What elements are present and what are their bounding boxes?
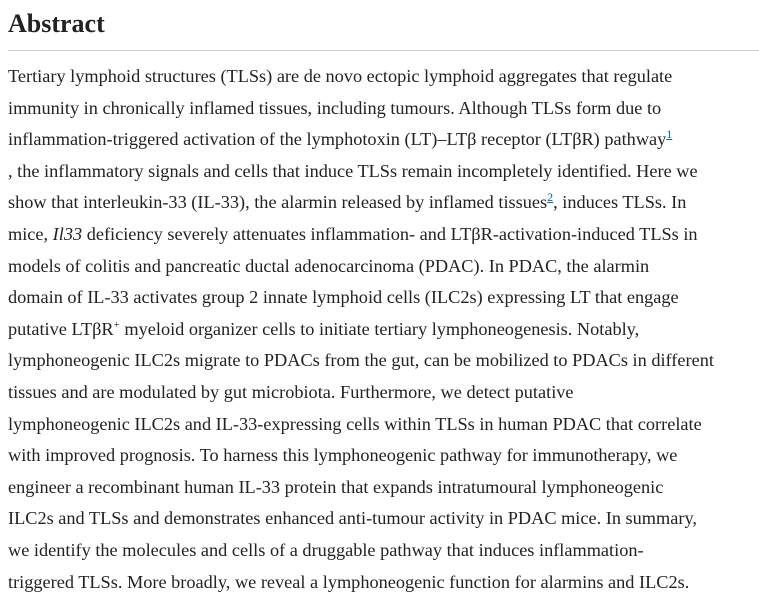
abstract-line <box>8 503 759 535</box>
abstract-line <box>8 93 759 125</box>
text-span: domain of IL-33 activates group 2 innate lymphoid cells (ILC2s) expressing LT that engage <box>8 287 679 308</box>
text-span: models of colitis and pancreatic ductal adenocarcinoma (PDAC). In PDAC, the alarmin <box>8 255 650 276</box>
reference-link-2[interactable]: 2 <box>547 190 554 205</box>
text-span: , induces TLSs. In <box>553 192 687 213</box>
text-span: tissues and are modulated by gut microbiota. Furthermore, we detect putative <box>8 381 574 402</box>
text-span: inflammation-triggered activation of the lymphotoxin (LT)–LTβ receptor (LTβR) pathway <box>8 129 667 150</box>
superscript-plus: + <box>113 318 120 331</box>
abstract-line <box>8 440 759 472</box>
heading-divider <box>8 50 759 51</box>
text-span: lymphoneogenic ILC2s migrate to PDACs from the gut, can be mobilized to PDACs in different <box>8 350 714 371</box>
abstract-line <box>8 124 759 156</box>
text-span: lymphoneogenic ILC2s and IL-33-expressing cells within TLSs in human PDAC that correlate <box>8 413 702 434</box>
abstract-line <box>8 409 759 441</box>
text-span: deficiency severely attenuates inflammation- and LTβR-activation-induced TLSs in <box>82 223 698 244</box>
text-span: , the inflammatory signals and cells that induce TLSs remain incompletely identified. Here we <box>8 160 698 181</box>
abstract-section <box>8 6 759 598</box>
text-span: immunity in chronically inflamed tissues, including tumours. Although TLSs form due to <box>8 97 662 118</box>
text-span: Tertiary lymphoid structures (TLSs) are de novo ectopic lymphoid aggregates that regulate <box>8 66 673 86</box>
abstract-heading: Abstract <box>8 9 105 38</box>
text-span: show that interleukin-33 (IL-33), the alarmin released by inflamed tissues <box>8 192 548 213</box>
abstract-line <box>8 251 759 283</box>
abstract-line <box>8 156 759 188</box>
text-span: with improved prognosis. To harness this lymphoneogenic pathway for immunotherapy, we <box>8 445 678 466</box>
abstract-line <box>8 282 759 314</box>
abstract-line <box>8 345 759 377</box>
gene-name-italic: Il33 <box>52 223 83 244</box>
abstract-line <box>8 377 759 409</box>
text-span: we identify the molecules and cells of a druggable pathway that induces inflammation- <box>8 539 644 560</box>
abstract-paragraph <box>8 61 759 598</box>
text-span: engineer a recombinant human IL-33 protein that expands intratumoural lymphoneogenic <box>8 476 664 497</box>
abstract-line <box>8 61 759 93</box>
text-span: myeloid organizer cells to initiate tertiary lymphoneogenesis. Notably, <box>119 318 640 339</box>
text-span: mice, <box>8 223 53 244</box>
abstract-line <box>8 187 759 219</box>
text-span: triggered TLSs. More broadly, we reveal a lymphoneogenic function for alarmins and ILC2s. <box>8 571 690 592</box>
abstract-line <box>8 219 759 251</box>
abstract-line <box>8 314 759 346</box>
reference-link-1[interactable]: 1 <box>666 127 673 142</box>
text-span: ILC2s and TLSs and demonstrates enhanced anti-tumour activity in PDAC mice. In summary, <box>8 508 697 529</box>
abstract-line <box>8 472 759 504</box>
text-span: putative LTβR <box>8 318 114 339</box>
abstract-line <box>8 567 759 599</box>
abstract-line <box>8 535 759 567</box>
